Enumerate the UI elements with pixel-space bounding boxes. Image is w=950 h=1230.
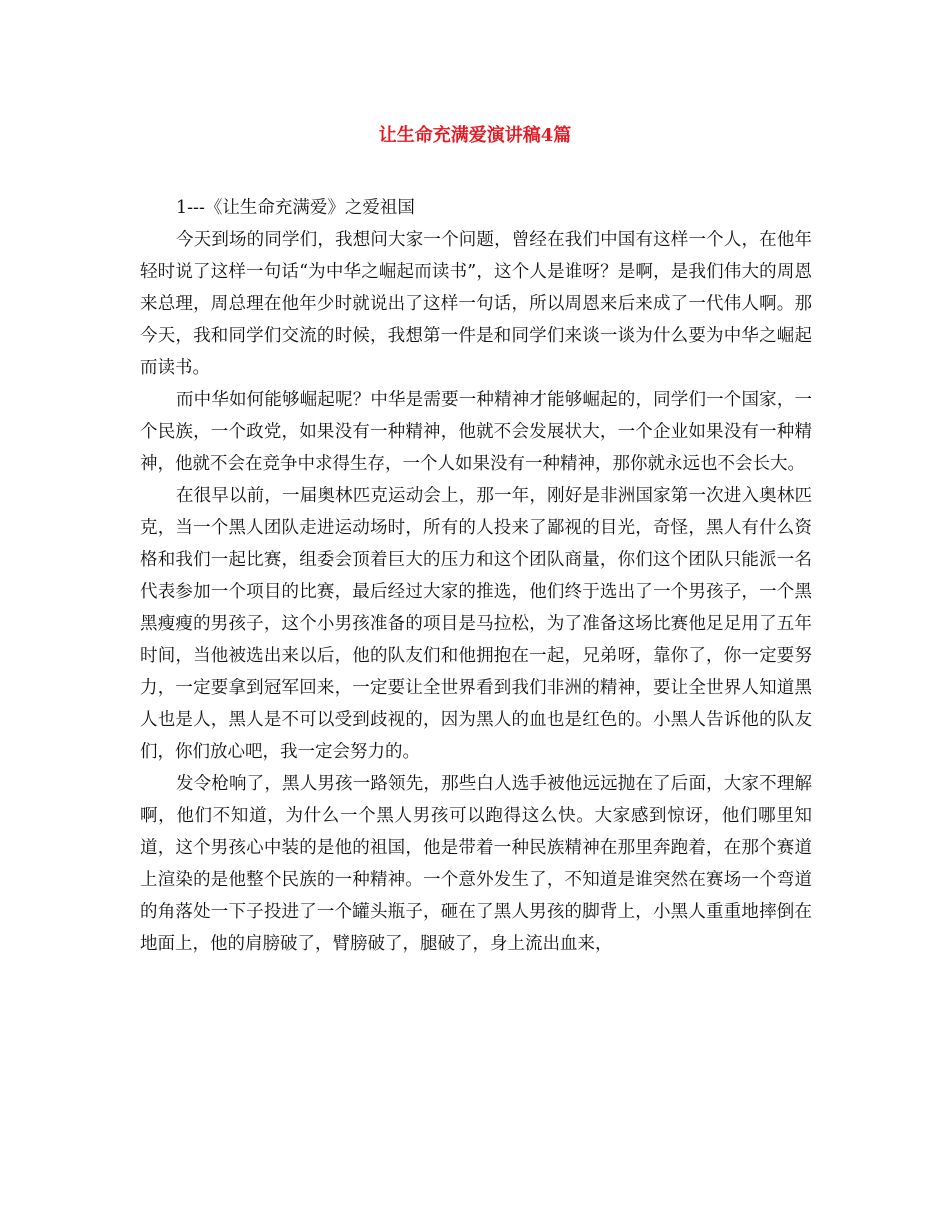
paragraph-2: 而中华如何能够崛起呢？中华是需要一种精神才能够崛起的，同学们一个国家，一个民族，一个政党，如果没有一种精神，他就不会发展状大，一个企业如果没有一种精神，他就不会在竞争中求得生存，一个人如果没有一种精神，那你就永远也不会长大。: [140, 390, 812, 474]
document-body: [140, 192, 812, 960]
section-heading: 1---《让生命充满爱》之爱祖国: [176, 198, 415, 218]
paragraph-4: 发令枪响了，黑人男孩一路领先，那些白人选手被他远远抛在了后面，大家不理解啊，他们不知道，为什么一个黑人男孩可以跑得这么快。大家感到惊讶，他们哪里知道，这个男孩心中装的是他的祖国，他是带着一种民族精神在那里奔跑着，在那个赛道上渲染的是他整个民族的一种精神。一个意外发生了，不知道是谁突然在赛场一个弯道的角落处一下子投进了一个罐头瓶子，砸在了黑人男孩的脚背上，小黑人重重地摔倒在地面上，他的肩膀破了，臂膀破了，腿破了，身上流出血来，: [140, 774, 812, 954]
document-title: 让生命充满爱演讲稿4篇: [378, 125, 572, 146]
paragraph-3: 在很早以前，一届奥林匹克运动会上，那一年，刚好是非洲国家第一次进入奥林匹克，当一个黑人团队走进运动场时，所有的人投来了鄙视的目光，奇怪，黑人有什么资格和我们一起比赛，组委会顶着巨大的压力和这个团队商量，你们这个团队只能派一名代表参加一个项目的比赛，最后经过大家的推选，他们终于选出了一个男孩子，一个黑黑瘦瘦的男孩子，这个小男孩准备的项目是马拉松，为了准备这场比赛他足足用了五年时间，当他被选出来以后，他的队友们和他拥抱在一起，兄弟呀，靠你了，你一定要努力，一定要拿到冠军回来，一定要让全世界看到我们非洲的精神，要让全世界人知道黑人也是人，黑人是不可以受到歧视的，因为黑人的血也是红色的。小黑人告诉他的队友们，你们放心吧，我一定会努力的。: [140, 486, 812, 762]
paragraph-1: 今天到场的同学们，我想问大家一个问题，曾经在我们中国有这样一个人，在他年轻时说了这样一句话“为中华之崛起而读书”，这个人是谁呀？是啊，是我们伟大的周恩来总理，周总理在他年少时就说出了这样一句话，所以周恩来后来成了一代伟人啊。那今天，我和同学们交流的时候，我想第一件是和同学们来谈一谈为什么要为中华之崛起而读书。: [140, 230, 812, 378]
